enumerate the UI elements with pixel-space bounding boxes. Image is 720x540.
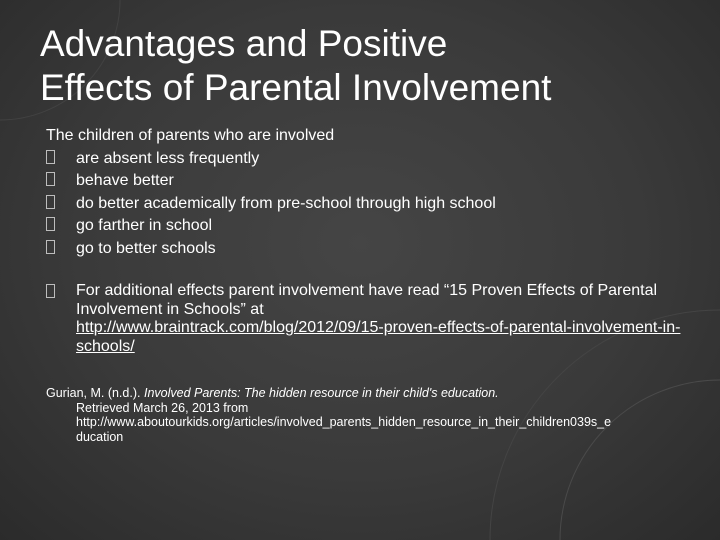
citation-author: Gurian, M. (n.d.). xyxy=(46,386,141,400)
list-item-text: go to better schools xyxy=(76,239,216,257)
slide-body xyxy=(46,125,686,356)
additional-resource-text: For additional effects parent involvement have read “15 Proven Effects of Parental Involvement in Schools” at xyxy=(76,282,658,318)
slide-title xyxy=(40,22,680,110)
square-bullet-icon xyxy=(46,150,55,164)
square-bullet-icon xyxy=(46,195,55,209)
slide-title-line-2: Effects of Parental Involvement xyxy=(40,67,552,108)
list-item-text: behave better xyxy=(76,172,174,189)
square-bullet-icon xyxy=(46,217,55,231)
list-item xyxy=(46,238,686,261)
spacer xyxy=(46,260,686,282)
list-item xyxy=(46,170,686,193)
square-bullet-icon xyxy=(46,284,55,298)
list-item xyxy=(46,215,686,238)
citation-url: http://www.aboutourkids.org/articles/involved_parents_hidden_resource_in_their_children039s_education xyxy=(76,415,612,444)
list-item-text: are absent less frequently xyxy=(76,149,260,167)
list-item-text: do better academically from pre-school through high school xyxy=(76,194,496,212)
list-item xyxy=(46,193,686,216)
slide-title-line-1: Advantages and Positive xyxy=(40,23,448,64)
citation-retrieved: Retrieved March 26, 2013 from xyxy=(76,400,249,415)
list-item xyxy=(46,148,686,171)
list-item-text: go farther in school xyxy=(76,217,213,234)
citation xyxy=(46,386,616,444)
additional-resource-item xyxy=(46,282,686,356)
citation-work-title: Involved Parents: The hidden resource in their child's education. xyxy=(143,386,499,400)
square-bullet-icon xyxy=(46,172,55,186)
square-bullet-icon xyxy=(46,240,55,254)
intro-text: The children of parents who are involved xyxy=(46,127,335,144)
resource-link[interactable]: http://www.braintrack.com/blog/2012/09/15-proven-effects-of-parental-involvement-in-schools/ xyxy=(76,319,681,355)
